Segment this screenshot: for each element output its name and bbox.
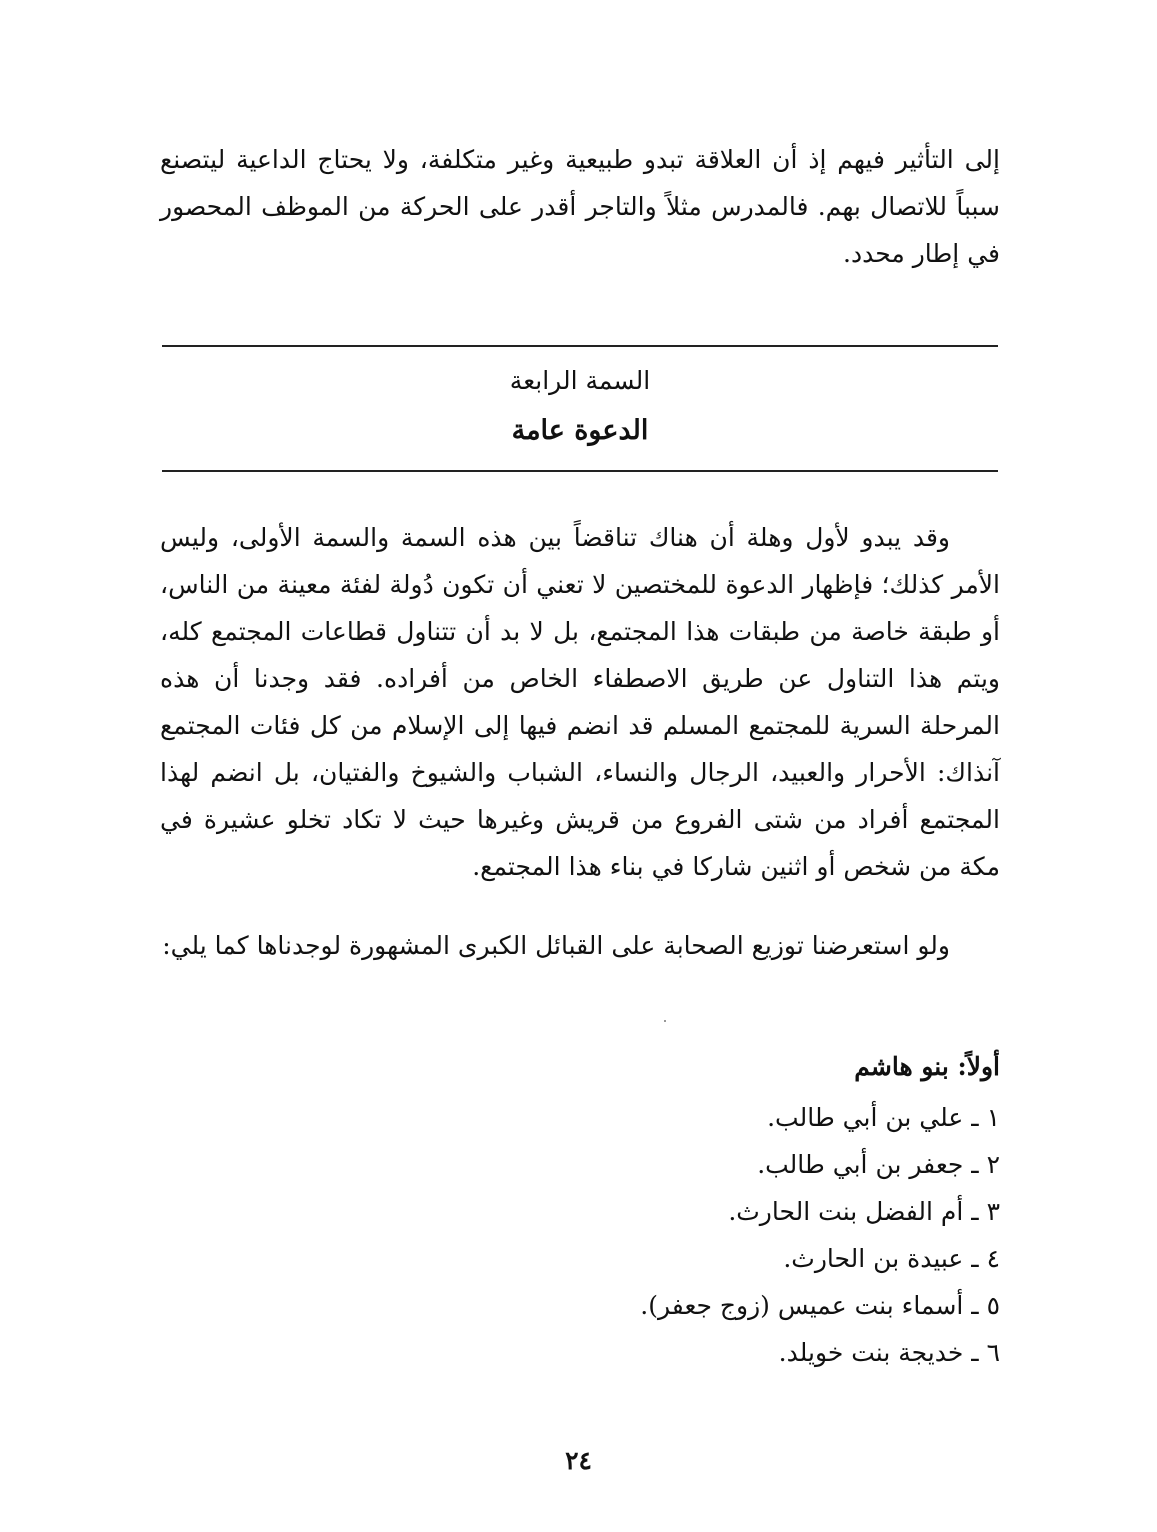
body-paragraph-1-text: وقد يبدو لأول وهلة أن هناك تناقضاً بين هذه السمة والسمة الأولى، وليس الأمر كذلك؛ فإظهار الدعوة للمختصين لا تعني أن تكون دُولة لفئة معينة من الناس، أو طبقة خاصة من طبقات هذا المجتمع، بل لا بد أن تتناول قطاعات المجتمع كله، ويتم هذا التناول عن طريق الاصطفاء الخاص من أفراده. فقد وجدنا أن هذه المرحلة السرية للمجتمع المسلم قد انضم فيها إلى الإسلام من كل فئات المجتمع آنذاك: الأحرار والعبيد، الرجال والنساء، الشباب والشيوخ والفتيان، بل انضم لهذا المجتمع أفراد من شتى الفروع من قريش وغيرها حيث لا تكاد تخلو عشيرة في مكة من شخص أو اثنين شاركا في بناء هذا المجتمع.: [160, 523, 1000, 881]
list-item: ٤ ـ عبيدة بن الحارث.: [783, 1244, 1000, 1273]
body-paragraph-2: [160, 922, 1000, 969]
list-item: ٣ ـ أم الفضل بنت الحارث.: [728, 1197, 1000, 1226]
list-item: ٥ ـ أسماء بنت عميس (زوج جعفر).: [640, 1291, 1000, 1320]
list-item: ١ ـ علي بن أبي طالب.: [767, 1103, 1000, 1132]
companions-list: [160, 1094, 1000, 1376]
list-item: ٦ ـ خديجة بنت خويلد.: [778, 1338, 1000, 1367]
body-paragraph-2-text: ولو استعرضنا توزيع الصحابة على القبائل الكبرى المشهورة لوجدناها كما يلي:: [162, 931, 950, 960]
scan-speck: [664, 1020, 666, 1022]
page-number: ٢٤: [565, 1446, 592, 1475]
section-title: أولاً: بنو هاشم: [854, 1052, 1000, 1081]
heading-subtitle: السمة الرابعة: [509, 366, 651, 395]
list-item: ٢ ـ جعفر بن أبي طالب.: [757, 1150, 1000, 1179]
heading-title: الدعوة عامة: [511, 415, 649, 446]
intro-paragraph: إلى التأثير فيهم إذ أن العلاقة تبدو طبيعية وغير متكلفة، ولا يحتاج الداعية ليتصنع سبباً للاتصال بهم. فالمدرس مثلاً والتاجر أقدر على الحركة من الموظف المحصور في إطار محدد.: [160, 145, 1000, 268]
heading-bottom-rule: [162, 470, 998, 472]
body-paragraph-1: [160, 514, 1000, 890]
heading-top-rule: [162, 345, 998, 347]
